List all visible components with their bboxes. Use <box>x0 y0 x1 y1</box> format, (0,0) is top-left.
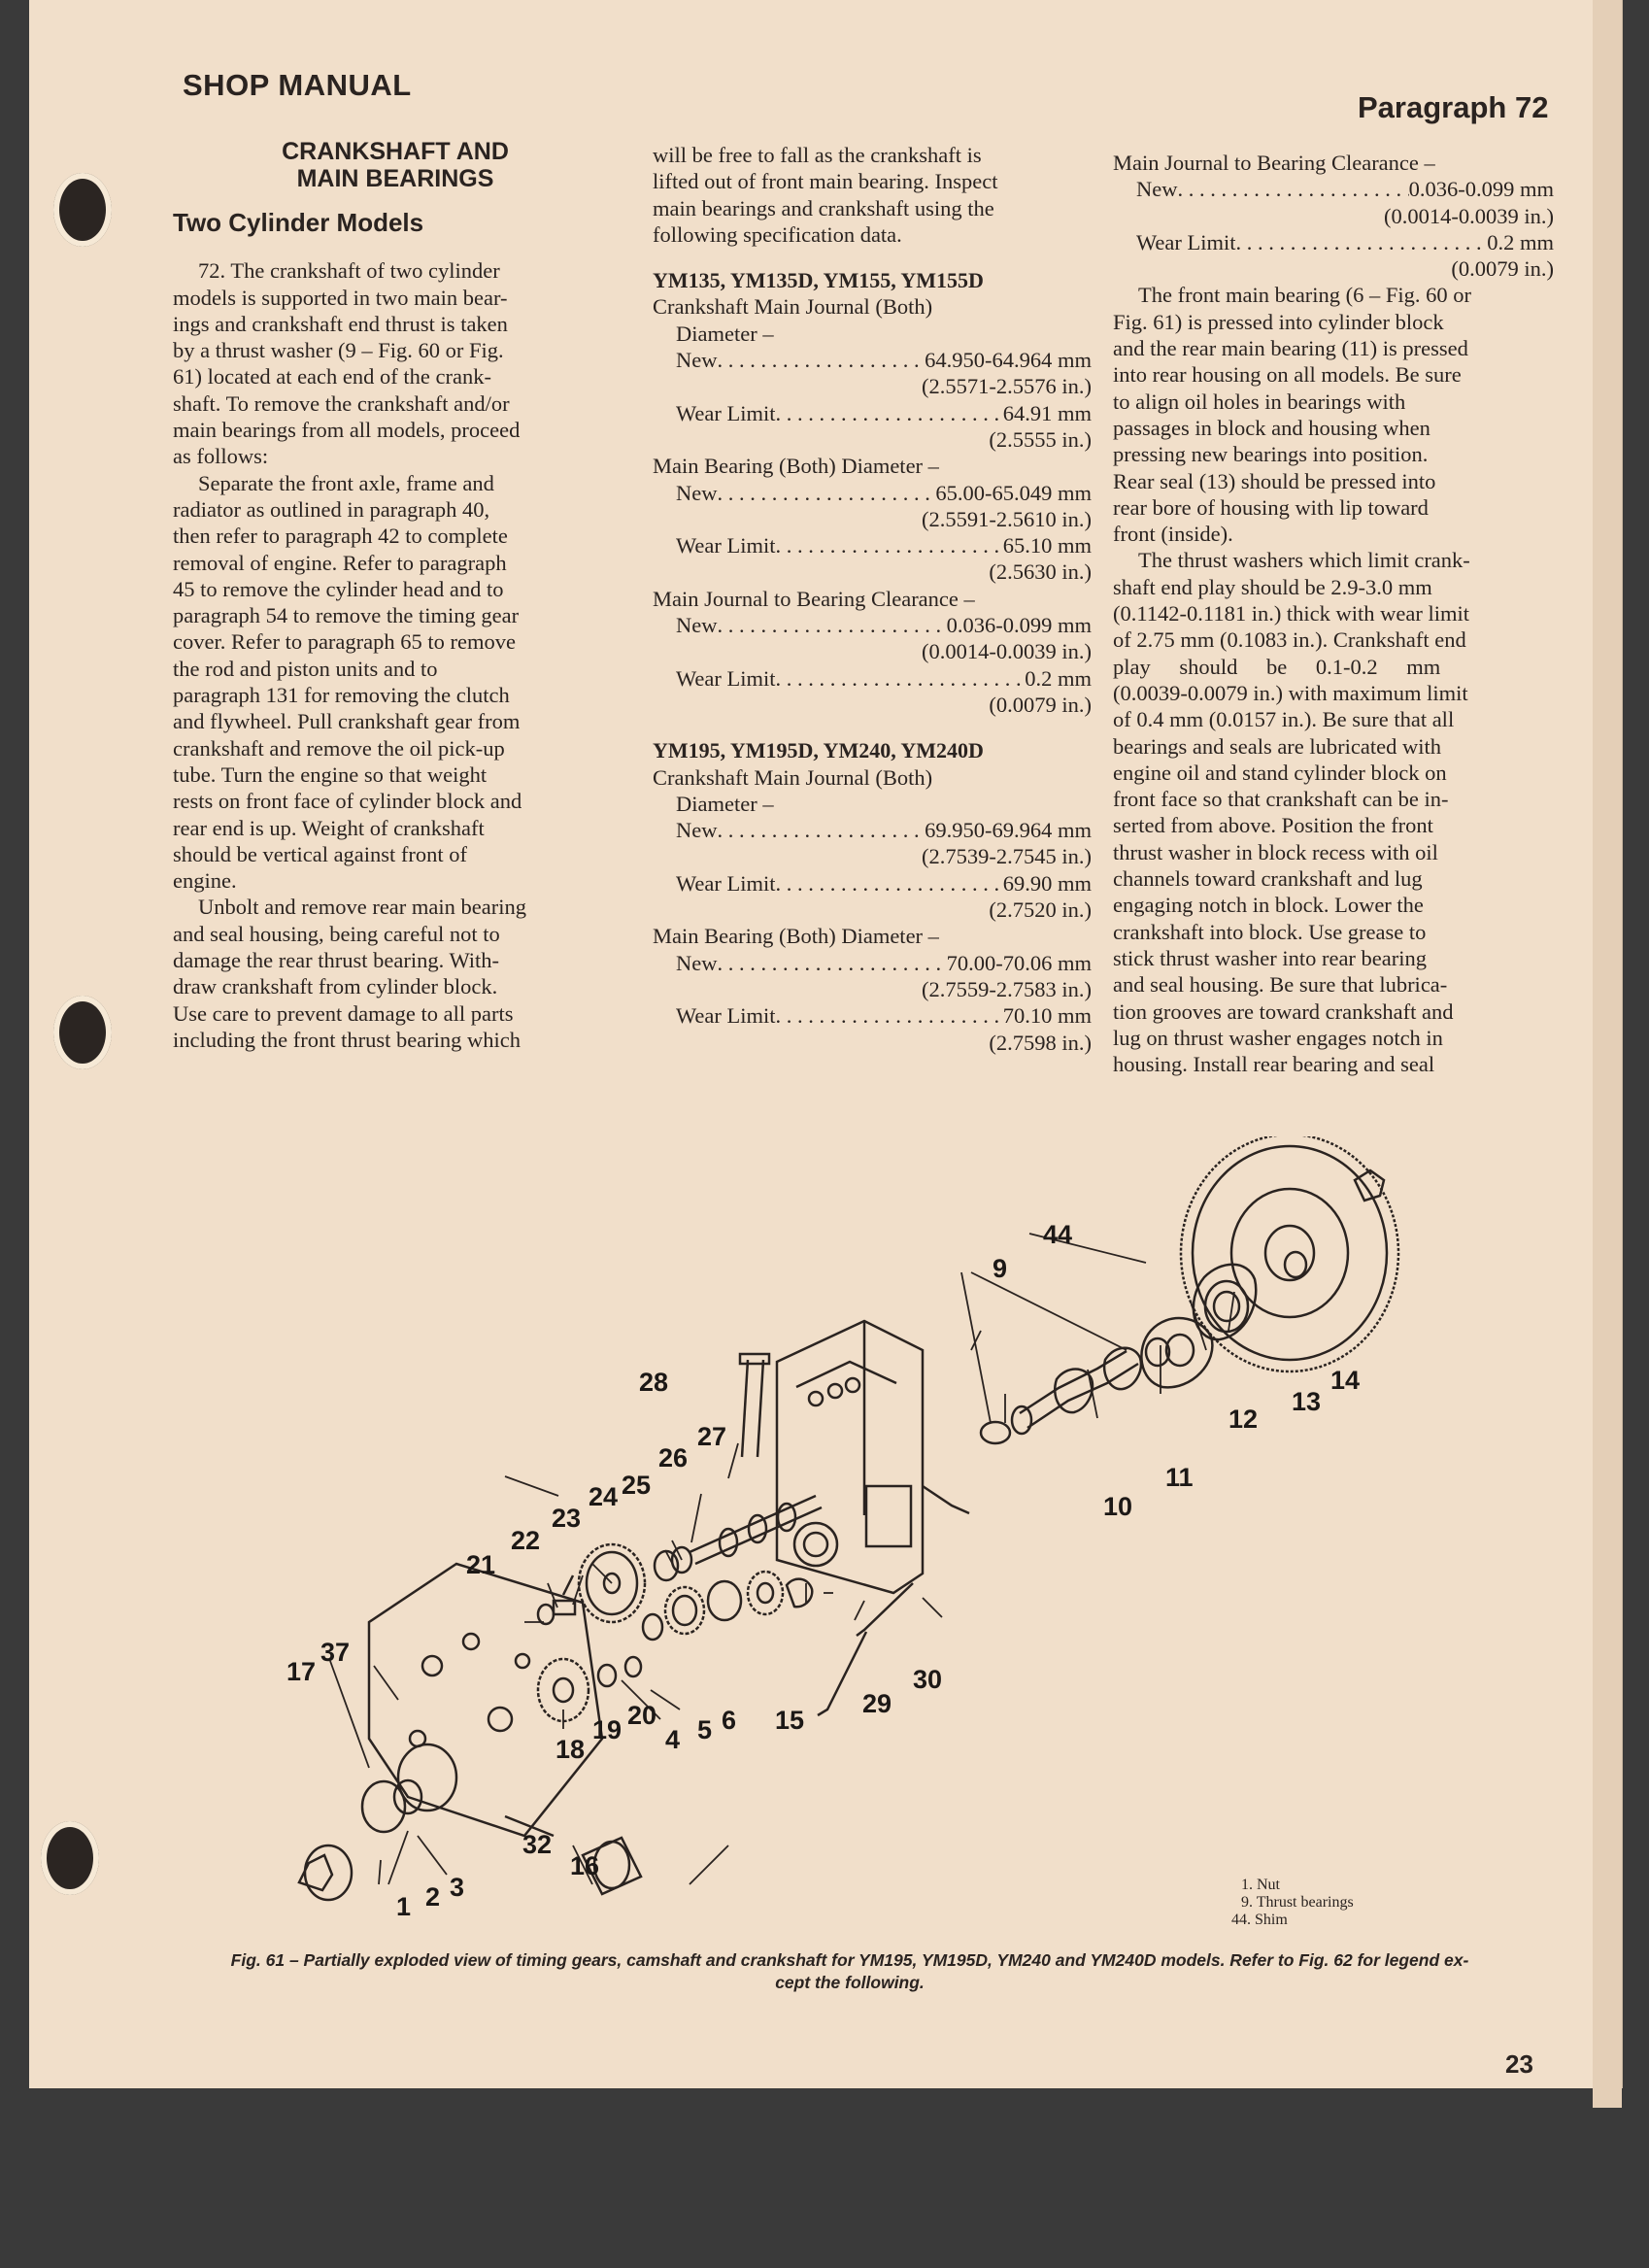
spec-row <box>653 612 1092 638</box>
text-line: the rod and piston units and to <box>173 656 438 681</box>
callout-22: 22 <box>511 1526 541 1555</box>
leader-dots <box>776 1002 1003 1029</box>
callout-27: 27 <box>697 1422 727 1451</box>
spec-label: Main Bearing (Both) Diameter – <box>653 924 939 949</box>
spec-value: 65.00-65.049 mm <box>935 480 1092 505</box>
spec-row-label: New <box>676 480 718 505</box>
callout-24: 24 <box>589 1482 619 1511</box>
leader-dots <box>717 612 946 638</box>
leader-dots <box>717 347 925 373</box>
text-line: removal of engine. Refer to paragraph <box>173 550 507 575</box>
text-line: of 2.75 mm (0.1083 in.). Crankshaft end <box>1113 627 1466 653</box>
text-line: including the front thrust bearing which <box>173 1027 522 1052</box>
spec-value-inches: (2.7520 in.) <box>989 897 1092 923</box>
text-line: bearings and seals are lubricated with <box>1113 733 1441 759</box>
spec-row-label: Wear Limit <box>676 1003 776 1029</box>
spec-value-inches: (0.0014-0.0039 in.) <box>1384 203 1554 228</box>
spec-label: Diameter – <box>676 791 774 816</box>
spec-row <box>653 1002 1092 1029</box>
spec-label: Main Journal to Bearing Clearance – <box>653 586 975 611</box>
paragraph-thrust-washers <box>1113 547 1554 1077</box>
caption-line: Fig. 61 – Partially exploded view of timing gears, camshaft and crankshaft for YM195, YM195D, YM240 and YM240D models. Refer to Fig. 62 for legend ex- <box>230 1950 1469 1970</box>
paragraph-bearings <box>1113 282 1554 547</box>
text-line: 45 to remove the cylinder head and to <box>173 576 504 601</box>
spec-row-label: Wear Limit <box>676 533 776 559</box>
callout-44: 44 <box>1043 1220 1073 1249</box>
callout-11: 11 <box>1165 1463 1194 1492</box>
callout-4: 4 <box>665 1725 681 1754</box>
text-line: crankshaft into block. Use grease to <box>1113 919 1427 944</box>
column-3 <box>1113 150 1554 1077</box>
text-line: Rear seal (13) should be pressed into <box>1113 468 1436 493</box>
crankshaft <box>1012 1348 1141 1434</box>
spec-value: 69.90 mm <box>1002 870 1092 896</box>
spec-value: 0.036-0.099 mm <box>946 613 1092 638</box>
callout-14: 14 <box>1330 1366 1361 1395</box>
spec-label: Main Bearing (Both) Diameter – <box>653 454 939 479</box>
spec-value: 64.950-64.964 mm <box>925 348 1092 373</box>
callout-28: 28 <box>639 1368 669 1397</box>
text-line: and the rear main bearing (11) is pressed <box>1113 336 1468 361</box>
legend-item: 1. Nut <box>1241 1877 1280 1893</box>
spec-value: 70.00-70.06 mm <box>946 950 1092 975</box>
spec-label: Diameter – <box>676 321 774 346</box>
spec-value-inches: (2.7598 in.) <box>989 1030 1092 1055</box>
gear-5 <box>665 1587 704 1634</box>
text-line: Unbolt and remove rear main bearing <box>198 895 526 920</box>
rear-seal <box>1285 1252 1306 1277</box>
callout-25: 25 <box>622 1471 652 1500</box>
text-line: and flywheel. Pull crankshaft gear from <box>173 709 521 734</box>
text-line: main bearings and crankshaft using the <box>653 195 994 220</box>
spec-value-inches: (0.0079 in.) <box>989 692 1092 717</box>
spec-row-label: New <box>676 950 718 975</box>
exploded-view-diagram <box>272 1136 1486 1943</box>
text-line: should be vertical against front of <box>173 841 468 866</box>
spec-row-label: Wear Limit <box>676 870 776 896</box>
rear-main-bearing <box>1166 1335 1194 1366</box>
callout-10: 10 <box>1103 1492 1133 1521</box>
spec-label: Crankshaft Main Journal (Both) <box>653 764 933 790</box>
spec-row <box>653 870 1092 897</box>
text-line: ings and crankshaft end thrust is taken <box>173 311 508 336</box>
text-line: will be free to fall as the crankshaft is <box>653 143 982 167</box>
leader-dots <box>776 870 1003 897</box>
spec-value-inches: (0.0014-0.0039 in.) <box>922 639 1092 664</box>
spec-value: 64.91 mm <box>1002 400 1092 425</box>
valve-parts <box>740 1354 769 1457</box>
spec-value: 0.036-0.099 mm <box>1408 177 1554 202</box>
callout-2: 2 <box>425 1882 441 1912</box>
text-line: following specification data. <box>653 221 902 247</box>
spec-value: 0.2 mm <box>1025 665 1092 691</box>
caption-line: cept the following. <box>775 1973 925 1992</box>
leader-dots <box>1177 176 1408 202</box>
text-line: rear bore of housing with lip toward <box>1113 494 1429 520</box>
gear-4 <box>643 1614 662 1640</box>
spec-value-inches: (2.5591-2.5610 in.) <box>922 506 1092 531</box>
spec-value: 69.950-69.964 mm <box>925 818 1092 843</box>
spec-models-heading: YM135, YM135D, YM155, YM155D <box>653 268 984 293</box>
paragraph-header: Paragraph 72 <box>1358 90 1549 124</box>
spec-label: Crankshaft Main Journal (Both) <box>653 294 933 320</box>
callout-19: 19 <box>592 1715 623 1744</box>
callout-17: 17 <box>286 1657 317 1686</box>
text-line: channels toward crankshaft and lug <box>1113 866 1423 892</box>
bearing-6 <box>708 1581 741 1620</box>
text-line: 72. The crankshaft of two cylinder <box>198 258 500 284</box>
text-line: The front main bearing (6 – Fig. 60 or <box>1138 283 1472 308</box>
legend-item: 44. Shim <box>1231 1912 1288 1928</box>
binder-hole-middle <box>53 996 112 1069</box>
text-line: paragraph 131 for removing the clutch <box>173 683 510 708</box>
leader-dots <box>776 532 1003 559</box>
spec-models-heading: YM195, YM195D, YM240, YM240D <box>653 738 984 763</box>
text-line: draw crankshaft from cylinder block. <box>173 974 498 999</box>
text-line: main bearings from all models, proceed <box>173 418 521 443</box>
callout-37: 37 <box>320 1638 351 1667</box>
text-line: engine oil and stand cylinder block on <box>1113 760 1447 785</box>
figure-caption <box>155 1949 1544 1994</box>
column-1 <box>173 138 618 1053</box>
spec-row <box>1113 176 1554 202</box>
spec-row <box>653 480 1092 506</box>
paragraph-removal <box>173 470 618 895</box>
callout-26: 26 <box>658 1443 689 1473</box>
text-line: paragraph 54 to remove the timing gear <box>173 603 520 628</box>
leader-dots <box>776 400 1003 426</box>
leader-dots <box>717 950 946 976</box>
spec-row <box>653 347 1092 373</box>
subsection-title: Two Cylinder Models <box>173 208 424 237</box>
callout-1: 1 <box>396 1892 412 1921</box>
text-line: shaft end play should be 2.9-3.0 mm <box>1113 574 1432 599</box>
text-line: housing. Install rear bearing and seal <box>1113 1052 1435 1077</box>
callout-32: 32 <box>522 1830 553 1859</box>
callout-6: 6 <box>722 1706 737 1735</box>
page-edge <box>1593 0 1622 2108</box>
callout-18: 18 <box>555 1735 586 1764</box>
page-number: 23 <box>1505 2049 1533 2079</box>
text-line: damage the rear thrust bearing. With- <box>173 948 500 973</box>
text-line: serted from above. Position the front <box>1113 813 1433 838</box>
spec-row-label: Wear Limit <box>676 400 776 425</box>
leader-dots <box>717 480 935 506</box>
text-line: lug on thrust washer engages notch in <box>1113 1025 1443 1050</box>
callout-13: 13 <box>1292 1387 1322 1416</box>
callout-23: 23 <box>552 1504 582 1533</box>
binder-hole-top <box>53 173 112 247</box>
column-2 <box>653 142 1092 1056</box>
text-line: shaft. To remove the crankshaft and/or <box>173 390 510 416</box>
text-line: crankshaft and remove the oil pick-up <box>173 735 505 761</box>
text-line: rear end is up. Weight of crankshaft <box>173 815 485 840</box>
spec-value: 70.10 mm <box>1002 1003 1092 1029</box>
text-line: Separate the front axle, frame and <box>198 470 494 495</box>
spec-value-inches: (2.5630 in.) <box>989 559 1092 585</box>
text-line: then refer to paragraph 42 to complete <box>173 524 508 549</box>
shim <box>1141 1318 1212 1387</box>
spec-row <box>653 532 1092 559</box>
leader-dots <box>717 817 925 843</box>
text-line: into rear housing on all models. Be sure <box>1113 362 1462 388</box>
text-line: to align oil holes in bearings with <box>1113 389 1406 414</box>
spec-block-1 <box>653 267 1092 718</box>
spec-row <box>653 950 1092 976</box>
spec-value: 0.2 mm <box>1487 229 1554 254</box>
callout-29: 29 <box>862 1689 892 1718</box>
text-line: and seal housing. Be sure that lubrica- <box>1113 972 1448 998</box>
thrust-bearing-front <box>981 1422 1010 1443</box>
callout-12: 12 <box>1228 1405 1259 1434</box>
text-line: cover. Refer to paragraph 65 to remove <box>173 629 516 655</box>
callout-5: 5 <box>697 1715 713 1744</box>
text-line: (0.0039-0.0079 in.) with maximum limit <box>1113 680 1468 705</box>
text-line: rests on front face of cylinder block and <box>173 789 522 814</box>
spec-row <box>1113 229 1554 255</box>
crank-pulley <box>305 1845 352 1900</box>
section-title <box>173 138 618 192</box>
callout-16: 16 <box>570 1851 600 1880</box>
text-line: radiator as outlined in paragraph 40, <box>173 496 490 522</box>
paragraph-72 <box>173 257 618 469</box>
spec-row-label: New <box>676 818 718 843</box>
spec-row <box>653 400 1092 426</box>
hub <box>362 1781 405 1832</box>
idler-shaft <box>625 1657 641 1676</box>
spec-value-inches: (2.5555 in.) <box>989 426 1092 452</box>
text-line: as follows: <box>173 444 269 469</box>
callout-9: 9 <box>993 1254 1008 1283</box>
text-line: Use care to prevent damage to all parts <box>173 1000 514 1026</box>
crankshaft-gear <box>748 1572 812 1614</box>
text-line: 61) located at each end of the crank- <box>173 364 491 389</box>
callout-3: 3 <box>450 1873 465 1902</box>
text-line: lifted out of front main bearing. Inspect <box>653 169 998 194</box>
spec-value-inches: (2.7559-2.7583 in.) <box>922 976 1092 1001</box>
spec-value-inches: (2.5571-2.5576 in.) <box>922 374 1092 399</box>
text-line: passages in block and housing when <box>1113 415 1430 440</box>
text-line: stick thrust washer into rear bearing <box>1113 945 1428 970</box>
cylinder-block <box>777 1321 969 1593</box>
text-line: thrust washer in block recess with oil <box>1113 839 1438 864</box>
text-line: engaging notch in block. Lower the <box>1113 893 1424 918</box>
text-line: tion grooves are toward crankshaft and <box>1113 999 1454 1024</box>
intro-paragraph <box>653 142 1092 248</box>
leader-dots <box>776 665 1026 692</box>
spec-row-label: New <box>676 613 718 638</box>
callout-20: 20 <box>627 1701 657 1730</box>
spec-row <box>653 817 1092 843</box>
text-line: models is supported in two main bear- <box>173 285 508 310</box>
text-line: front (inside). <box>1113 522 1233 547</box>
callout-15: 15 <box>775 1706 805 1735</box>
text-line: (0.1142-0.1181 in.) thick with wear limit <box>1113 601 1470 626</box>
spec-row-label: Wear Limit <box>1136 229 1236 254</box>
spec-row <box>653 665 1092 692</box>
spec-value-inches: (0.0079 in.) <box>1451 256 1554 282</box>
spec-block-2 <box>653 737 1092 1056</box>
section-title-line: MAIN BEARINGS <box>296 165 494 192</box>
section-title-line: CRANKSHAFT AND <box>282 138 509 165</box>
running-header: SHOP MANUAL <box>183 68 412 102</box>
callout-30: 30 <box>913 1665 943 1694</box>
paragraph-unbolt <box>173 894 618 1053</box>
idler-bushing <box>598 1665 616 1686</box>
governor-parts <box>538 1575 575 1624</box>
text-line: Fig. 61) is pressed into cylinder block <box>1113 309 1444 334</box>
leader-dots <box>1236 229 1488 255</box>
oil-pickup <box>818 1632 866 1715</box>
spec-value-inches: (2.7539-2.7545 in.) <box>922 844 1092 869</box>
spec-label: Main Journal to Bearing Clearance – <box>1113 151 1435 175</box>
text-line: and seal housing, being careful not to <box>173 921 500 946</box>
binder-hole-bottom <box>41 1821 99 1895</box>
spec-row-label: New <box>1136 177 1178 202</box>
text-line: by a thrust washer (9 – Fig. 60 or Fig. <box>173 338 504 363</box>
spec-row-label: Wear Limit <box>676 665 776 691</box>
spec-row-label: New <box>676 348 718 373</box>
spec-value: 65.10 mm <box>1002 533 1092 559</box>
legend-item: 9. Thrust bearings <box>1241 1894 1354 1911</box>
text-line: of 0.4 mm (0.0157 in.). Be sure that all <box>1113 707 1455 732</box>
text-line: pressing new bearings into position. <box>1113 442 1429 467</box>
text-line: play should be 0.1-0.2 mm <box>1113 654 1441 679</box>
callout-21: 21 <box>466 1550 496 1579</box>
figure-legend <box>1231 1877 1354 1929</box>
text-line: front face so that crankshaft can be in- <box>1113 787 1449 812</box>
text-line: engine. <box>173 868 237 894</box>
text-line: tube. Turn the engine so that weight <box>173 762 488 787</box>
text-line: The thrust washers which limit crank- <box>1138 548 1470 573</box>
